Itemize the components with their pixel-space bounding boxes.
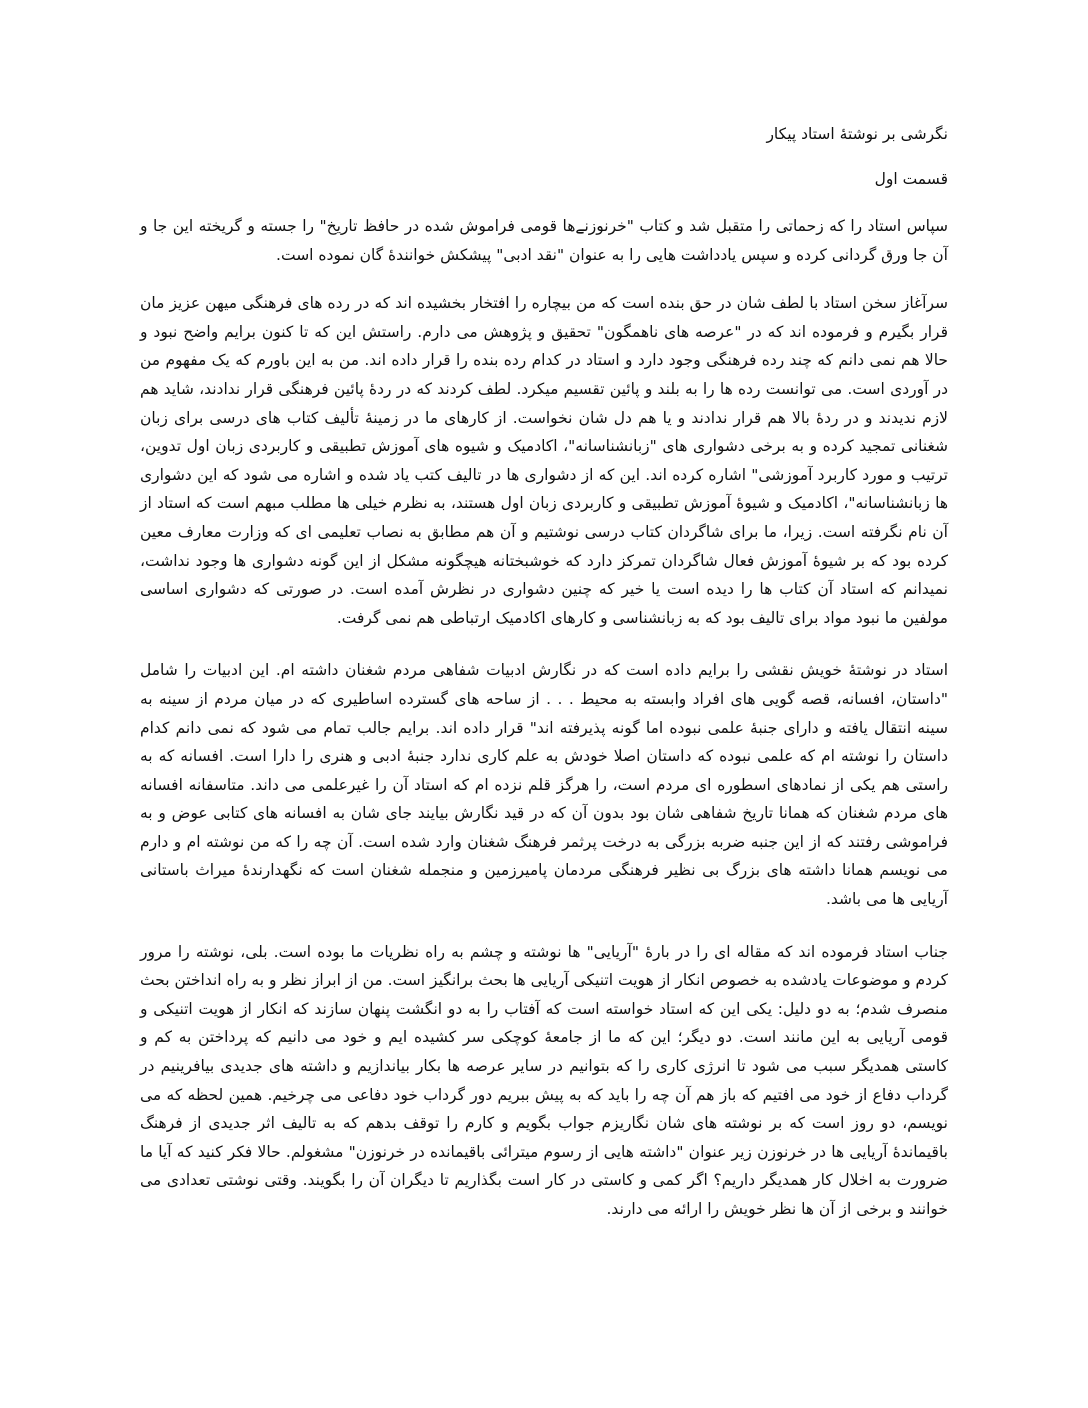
paragraph-3: استاد در نوشتهٔ خویش نقشی را برایم داده است که در نگارش ادبیات شفاهی مردم شغنان داشته ام. این ادبیات را شامل "داستان، افسانه، قصه گویی های افراد وابسته به محیط . . . از ساحه های گسترده اساطیری که در میان مردم از سینه به سینه انتقال یافته و دارای جنبهٔ علمی نبوده اما گونه پذیرفته اند" قرار داده اند. برایم جالب تمام می شود که نمی دانم کدام داستان را نوشته ام که علمی نبوده که داستان اصلا خودش به علم کاری ندارد جنبهٔ ادبی و هنری را دارا است. افسانه که به راستی هم یکی از نمادهای اسطوره ای مردم است، را هرگز قلم نزده ام که استاد آن را غیرعلمی می داند. متاسفانه افسانه های مردم شغنان که همانا تاریخ شفاهی شان بود بدون آن که در قید نگارش بیایند جای شان به افسانه های کتابی عوض و به فراموشی رفتند که از این جنبه ضربه بزرگی به درخت پرثمر فرهنگ شغنان وارد شده است. آن چه را که من نوشته ام و دارم می نویسم همانا داشته های بزرگ بی نظیر فرهنگی مردمان پامیرزمین و منجمله شغنان است که نگهدارندهٔ میراث باستانی آریایی ها می باشد. <box>140 661 948 909</box>
document-title: نگرشی بر نوشتهٔ استاد پیکار <box>766 125 948 143</box>
paragraph-1: سپاس استاد را که زحماتی را متقبل شد و کتاب "خرنوزنے‌ها قومی فراموش شده در حافظ تاریخ" را جسته و گریخته این جا و آن جا ورق گردانی کرده و سپس یادداشت هایی را به عنوان "نقد ادبی" پیشکش خوانندهٔ گان نموده است. <box>140 217 948 264</box>
paragraph-2: سرآغاز سخن استاد با لطف شان در حق بنده است که من بیچاره را افتخار بخشیده اند که در رده های فرهنگی میهن عزیز مان قرار بگیرم و فرموده اند که در "عرصه های ناهمگون" تحقیق و پژوهش می دارم. راستش این که تا کنون برایم واضح نبود و حالا هم نمی دانم که چند رده فرهنگی وجود دارد و استاد در کدام رده بنده را قرار داده اند. من به این باورم که یک مفهوم من در آوردی است. می توانست رده ها را به بلند و پائین تقسیم میکرد. لطف کردند که در ردهٔ پائین فرهنگی قرار ندادند، شاید هم لازم ندیدند و در ردهٔ بالا هم قرار ندادند و یا هم دل شان نخواست. از کارهای ما در زمینهٔ تألیف کتاب های درسی برای زبان شغنانی تمجید کرده و به برخی دشواری های "زبانشناسانه"، اکادمیک و شیوه های آموزش تطبیقی و کاربردی زبان اول تدوین، ترتیب و مورد کاربرد آموزشی" اشاره کرده اند. این که از دشواری ها در تالیف کتب یاد شده و اشاره می شود که این دشواری ها زبانشناسانه"، اکادمیک و شیوهٔ آموزش تطبیقی و کاربردی زبان اول هستند، به نظرم خیلی ها مطلب مبهم است که استاد از آن نام نگرفته است. زیرا، ما برای شاگردان کتاب درسی نوشتیم و آن هم مطابق به نصاب تعلیمی ای که وزارت معارف معین کرده بود که بر شیوهٔ آموزش فعال شاگردان تمرکز دارد که خوشبختانه هیچگونه مشکل از این گونه دشواری ها وجود نداشت، نمیدانم که استاد آن کتاب ها را دیده است یا خیر که چنین دشواری در نظرش آمده است. در صورتی که دشواری اساسی مولفین ما نبود مواد برای تالیف بود که به زبانشناسی و کارهای اکادمیک ارتباطی هم نمی گرفت. <box>140 294 948 627</box>
document-body <box>140 120 948 1244</box>
paragraph-4: جناب استاد فرموده اند که مقاله ای را در بارهٔ "آریایی" ها نوشته و چشم به راه نظریات ما بوده است. بلی، نوشته را مرور کردم و موضوعات یادشده به خصوص انکار از هویت اتنیکی آریایی ها بحث برانگیز است. من از ابراز نظر و به راه انداختن بحث منصرف شدم؛ به دو دلیل: یکی این که استاد خواسته است که آفتاب را به دو انگشت پنهان سازند که انکار از هویت اتنیکی و قومی آریایی به این مانند است. دو دیگر؛ این که ما از جامعهٔ کوچکی سر کشیده ایم و خود می دانیم که پرداختن به کم و کاستی همدیگر سبب می شود تا انرژی کاری را که بتوانیم در سایر عرصه ها بکار بیاندازیم و داشته های جدیدی بیافرینیم در گرداب دفاع از خود می افتیم که باز هم آن چه را باید که به پیش ببریم دور گرداب خود دفاعی می چرخیم. همین لحظه که می نویسم، دو روز است که بر نوشته های شان نگاریزم جواب بگویم و کارم را توقف بدهم که به تالیف اثر جدیدی از فرهنگ باقیماندهٔ آریایی ها در خرنوزن زیر عنوان "داشته هایی از رسوم میترائی باقیمانده در خرنوزن" مشغولم. حالا فکر کنید که آیا ما ضرورت به اخلال کار همدیگر داریم؟ اگر کمی و کاستی در کار است بگذاریم تا دیگران آن را بگویند. وقتی نوشتی تعدادی می خوانند و برخی از آن ها نظر خویش را ارائه می دارند. <box>140 942 948 1218</box>
document-subtitle: قسمت اول <box>874 170 948 188</box>
